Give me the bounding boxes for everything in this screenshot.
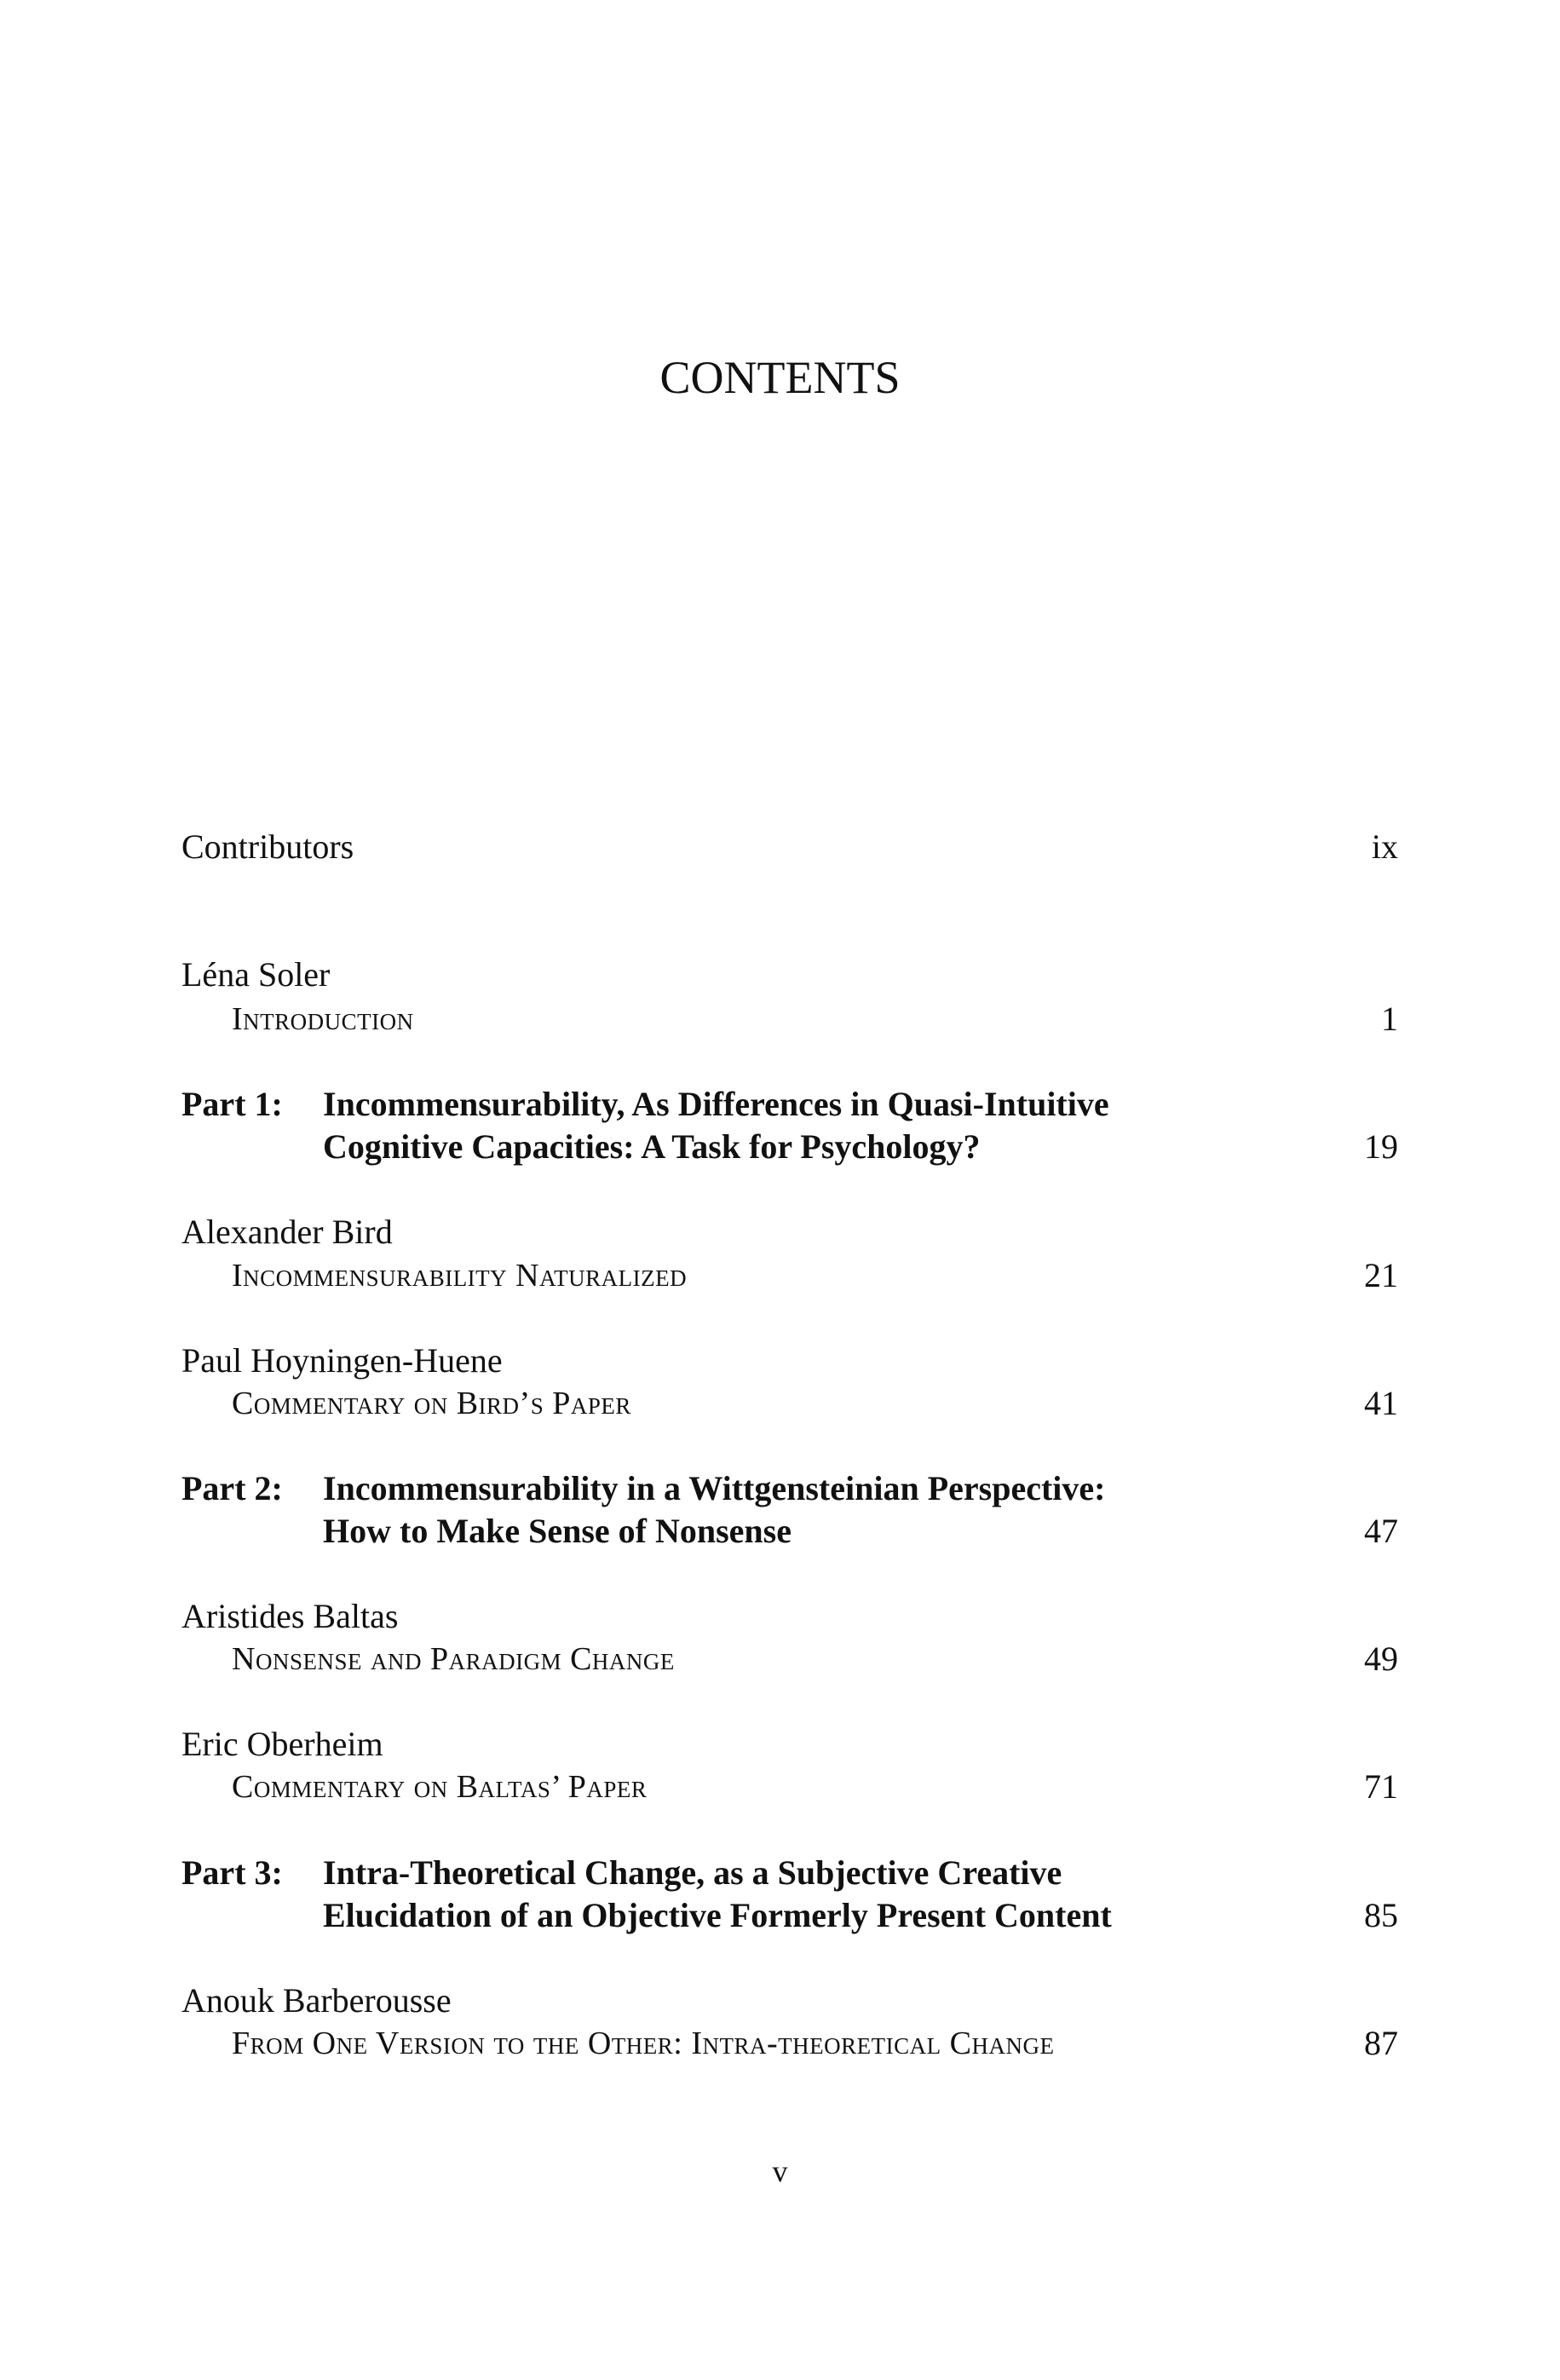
entry-title: Commentary on Bird’s Paper xyxy=(232,1386,631,1421)
entry-author: Aristides Baltas xyxy=(181,1597,399,1635)
entry-author: Alexander Bird xyxy=(181,1213,393,1251)
entry-author: Anouk Barberousse xyxy=(181,1981,452,2020)
page-number: 19 xyxy=(1364,1127,1398,1166)
part-label: Part 1: xyxy=(181,1085,283,1123)
page-folio: v xyxy=(772,2154,788,2188)
part-title-line-2: Cognitive Capacities: A Task for Psychology? xyxy=(323,1127,981,1166)
part-title-line-1: Incommensurability in a Wittgensteinian Perspective: xyxy=(323,1469,1106,1507)
page-number: 49 xyxy=(1364,1639,1398,1678)
entry-title: Introduction xyxy=(232,1001,414,1037)
entry-title: From One Version to the Other: Intra-theoretical Change xyxy=(232,2026,1055,2061)
part-title-line-2: How to Make Sense of Nonsense xyxy=(323,1512,792,1550)
page-number: 47 xyxy=(1364,1512,1398,1550)
page-number: 71 xyxy=(1364,1767,1398,1806)
entry-author: Paul Hoyningen-Huene xyxy=(181,1341,503,1380)
entry-author: Eric Oberheim xyxy=(181,1725,383,1763)
page-number: 41 xyxy=(1364,1384,1398,1422)
entry-title: Nonsense and Paradigm Change xyxy=(232,1641,675,1677)
part-label: Part 3: xyxy=(181,1853,283,1892)
entry-title: Incommensurability Naturalized xyxy=(232,1258,688,1294)
part-label: Part 2: xyxy=(181,1469,283,1507)
part-title-line-2: Elucidation of an Objective Formerly Present Content xyxy=(323,1896,1112,1934)
part-title-line-1: Intra-Theoretical Change, as a Subjective Creative xyxy=(323,1853,1062,1892)
page-title: CONTENTS xyxy=(659,352,901,403)
page-number: 87 xyxy=(1364,2024,1398,2062)
entry-title: Commentary on Baltas’ Paper xyxy=(232,1769,648,1805)
page-number: 85 xyxy=(1364,1896,1398,1934)
entry-title: Contributors xyxy=(181,827,354,866)
page-number: ix xyxy=(1371,827,1398,866)
part-title-line-1: Incommensurability, As Differences in Quasi-Intuitive xyxy=(323,1085,1109,1123)
entry-author: Léna Soler xyxy=(181,955,331,994)
page-number: 1 xyxy=(1381,1000,1398,1038)
page-number: 21 xyxy=(1364,1256,1398,1294)
